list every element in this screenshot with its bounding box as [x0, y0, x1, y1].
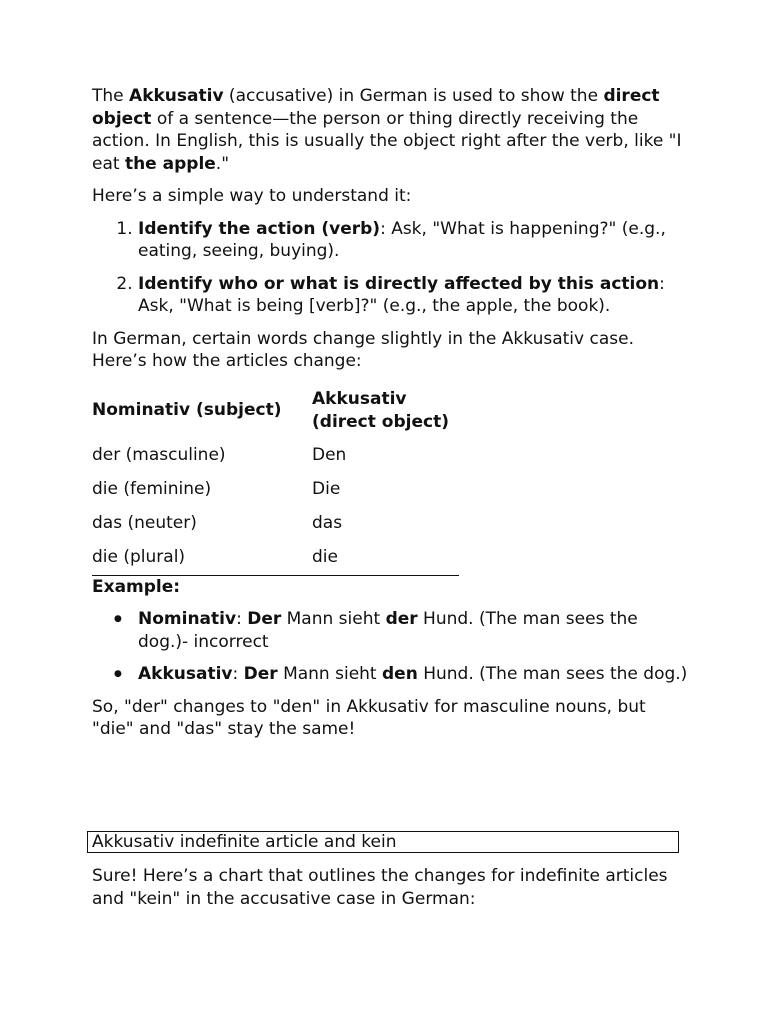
intro-text-3: of a sentence—the person or thing directly receiving the action. In English, this is usually the object right after the verb, like "I eat — [92, 108, 682, 174]
table-row — [92, 473, 459, 507]
table-row — [92, 439, 459, 473]
articles-intro-paragraph: In German, certain words change slightly in the Akkusativ case. Here’s how the articles change: — [92, 328, 634, 371]
intro-text-4: ." — [215, 153, 230, 174]
intro-paragraph — [92, 85, 692, 175]
table-cell: Den — [312, 445, 347, 466]
list-item — [114, 608, 692, 653]
table-header-row — [92, 383, 459, 439]
bullet-icon: ● — [114, 614, 122, 624]
example-case: Nominativ — [138, 609, 237, 629]
list-item — [114, 663, 692, 686]
example-article: den — [382, 664, 418, 684]
simple-way-paragraph: Here’s a simple way to understand it: — [92, 186, 412, 206]
intro-text-1: The — [92, 86, 130, 106]
step-title: Identify the action (verb) — [138, 218, 381, 239]
table-cell: die (plural) — [92, 547, 186, 568]
step-text: : Ask, "What is being [verb]?" (e.g., the apple, the book). — [138, 273, 665, 316]
list-item — [138, 273, 692, 318]
example-article: Der — [247, 609, 282, 629]
table-cell: der (masculine) — [92, 445, 226, 466]
example-article: der — [385, 609, 418, 629]
table-cell: die — [312, 547, 338, 568]
example-text: Hund. (The man sees the dog.)- incorrect — [138, 609, 638, 652]
examples-list — [92, 608, 692, 686]
example-text: Hund. (The man sees the dog.) — [417, 664, 688, 684]
intro-term-the-apple: the apple — [124, 153, 216, 174]
example-text: Mann sieht — [281, 609, 386, 629]
table-row — [92, 507, 459, 541]
example-separator: : — [236, 609, 248, 629]
bullet-icon: ● — [114, 669, 122, 679]
section-heading-box: Akkusativ indefinite article and kein — [87, 831, 679, 853]
document-body — [92, 85, 692, 751]
table-cell: Die — [312, 479, 341, 500]
table-row — [92, 541, 459, 575]
example-heading: Example: — [92, 576, 181, 597]
articles-table — [92, 383, 459, 575]
intro-term-akkusativ: Akkusativ — [129, 86, 224, 106]
example-separator: : — [232, 664, 244, 684]
example-case: Akkusativ — [138, 664, 233, 684]
intro-term-direct-object: direct object — [92, 86, 660, 129]
summary-paragraph: So, "der" changes to "den" in Akkusativ for masculine nouns, but "die" and "das" stay the same! — [92, 696, 646, 739]
closing-paragraph: Sure! Here’s a chart that outlines the changes for indefinite articles and "kein" in the accusative case in German: — [92, 866, 668, 909]
table-cell: das (neuter) — [92, 513, 197, 534]
intro-text-2: (accusative) in German is used to show the — [223, 86, 604, 106]
example-text: Mann sieht — [277, 664, 382, 684]
table-cell: die (feminine) — [92, 479, 212, 500]
list-item — [138, 218, 692, 263]
steps-list — [92, 218, 692, 318]
step-title: Identify who or what is directly affected by this action — [138, 273, 660, 294]
step-text: : Ask, "What is happening?" (e.g., eating, seeing, buying). — [138, 218, 666, 261]
table-cell: das — [312, 513, 343, 534]
table-header-akkusativ: Akkusativ (direct object) — [312, 389, 449, 432]
example-article: Der — [243, 664, 278, 684]
table-header-nominativ: Nominativ (subject) — [92, 400, 282, 421]
